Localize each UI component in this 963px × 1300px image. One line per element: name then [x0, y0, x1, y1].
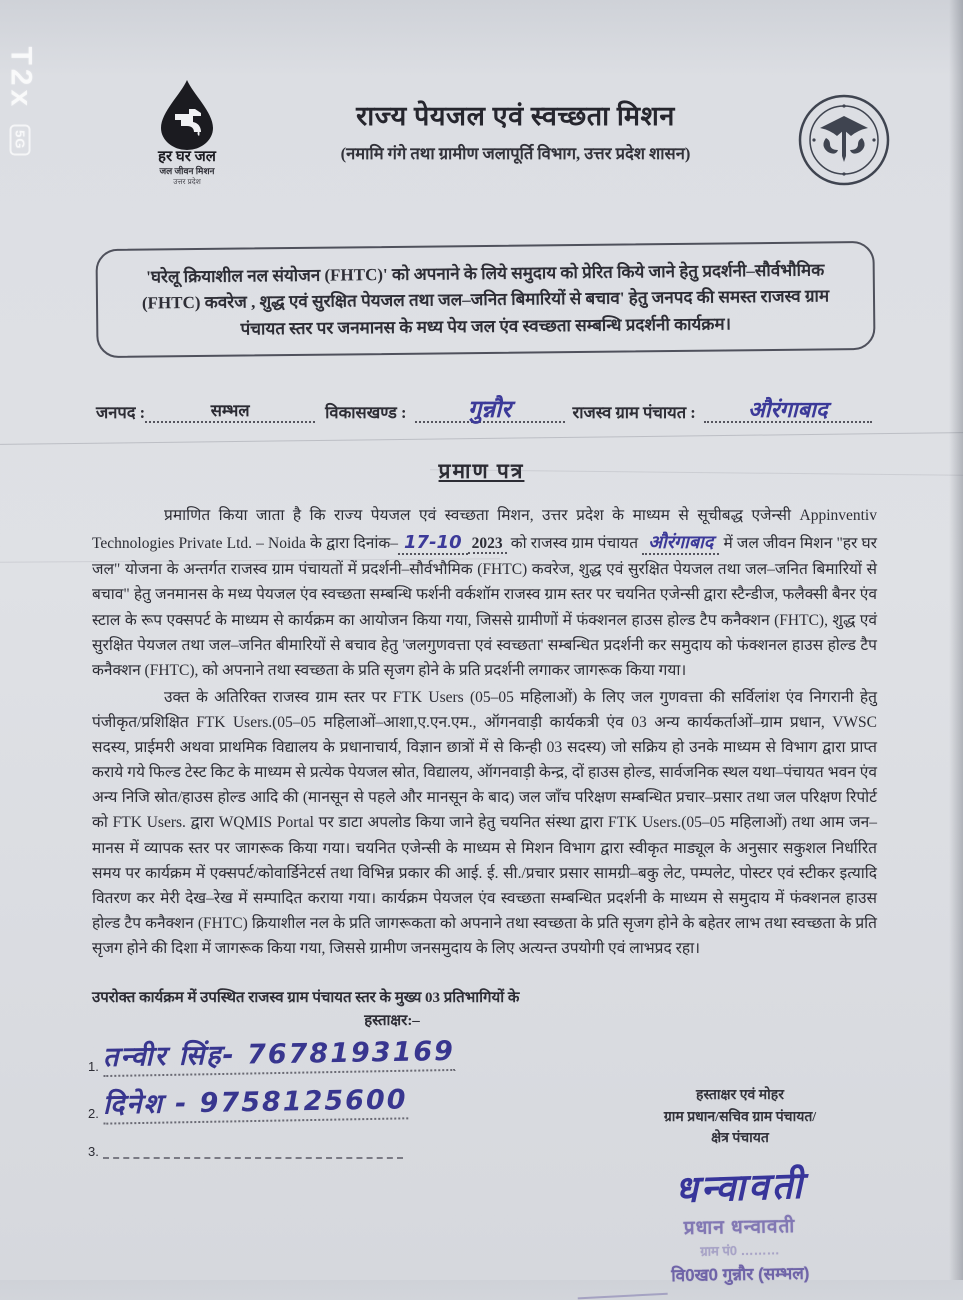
camera-watermark — [4, 46, 38, 155]
printed-year: 2023 — [468, 535, 507, 554]
logo-text-line2: जल जीवन मिशन — [159, 165, 215, 176]
certificate-heading: प्रमाण पत्र — [438, 459, 525, 484]
mission-titles — [246, 78, 785, 164]
vikaskhand-handwritten: गुन्नौर — [467, 395, 512, 424]
stamp-name-line: प्रधान धन्वावती — [683, 1216, 796, 1240]
participant-row — [88, 1084, 558, 1122]
participant-row-empty — [88, 1135, 558, 1159]
stamp-block-line: वि0ख0 गुन्नौर (सम्भल) — [671, 1263, 810, 1286]
certificate-paragraph-2: उक्त के अतिरिक्त राजस्व ग्राम स्तर पर FTK Users (05–05 महिलाओं) के लिए जल गुणवत्ता की सर्विलांश एंव निगरानी हेतु पंजीकृत/प्रशिक्षित FTK Users.(05–05 महिलाओं–आशा,ए.एन.एम., ऑगनवाड़ी कार्यकत्री एंव 03 अन्य कार्यकर्ताओं–ग्राम प्रधान, VWSC सदस्य, प्राईमरी अथवा प्राथमिक विद्यालय के प्रधानाचार्य, विज्ञान छात्रों में से किन्ही 03 सदस्य) जो सक्रिय हो उनके माध्यम से विभाग द्वारा प्राप्त कराये गये फिल्ड टेस्ट किट के माध्यम से प्रत्येक पेयजल स्रोत, विद्यालय, ऑगनवाड़ी केन्द्र, दों हाउस होल्ड, सार्वजनिक स्थल यथा–पंचायत भवन एंव अन्य निजि स्रोत/हाउस होल्ड आदि की (मानसून से पहले और मानसून के बाद) जल जाँच परिक्षण सम्बन्धित प्रचार–प्रसार तथा जल परिक्षण रिपोर्ट को FTK Users. द्वारा WQMIS Portal पर डाटा अपलोड किया जाने हेतु चयनित संस्था द्वारा FTK Users.(05–05 महिलाओं) तथा आम जन–मानस में व्यापक स्तर पर जागरूक किया गया। चयनित एजेन्सी के माध्यम से मिशन विभाग द्वारा स्वीकृत माड्यूल के अनुसार सकुशल निर्धारित समय पर कार्यक्रम में एक्सपर्ट/कोवार्डिनेटर्स तथा विभिन्न प्रकार की आई. ई. सी./प्रचार प्रसार सामग्री–बकु लेट, पम्पलेट, पोस्टर एवं स्टीकर इत्यादि वितरण कर मेरी देख–रेख में सम्पादित कराया गया। कार्यक्रम पेयजल एंव स्वच्छता सम्बन्धित प्रदर्शनी के माध्यम से समुदाय में फंक्शनल हाउस होल्ड टैप कनैक्शन (FHTC) क्रियाशील नल के प्रति जागरूकता को अपनाने तथा स्वच्छता के प्रति सृजग होने के बहेतर लाभ तथा स्वच्छता के प्रति सृजग होने की दिशा में जागरूक किया गया, जिससे ग्रामीण जनसमुदाय के लिए अत्यन्त उपयोगी एवं लाभप्रद रहा। — [92, 688, 877, 957]
panchayat-value — [704, 391, 872, 423]
har-ghar-jal-logo — [128, 78, 246, 187]
participants-signature-list — [88, 1035, 558, 1173]
para1-text-c: में जल जीवन मिशन "हर घर जल" योजना के अन्तर्गत राजस्व ग्राम पंचायतों में प्रदर्शनी–सौर्वभौमिक (FHTC) कवरेज, शुद्ध एवं सुरक्षित पेयजल तथा जल–जनित बिमारियों से बचाव" हेतु जनमानस के मध्य पेयजल एंव स्वच्छता सम्बन्धि फर्शनी वर्कशॉम राजस्व ग्राम स्तर पर चयनित एजेन्सी द्वारा स्टैन्डीज, फलैक्सी बैनर एंव स्टाल के रूप एक्सपर्ट के माध्यम से कार्यक्रम का आयोजन किया गया, जिससे ग्रामीणों में फंक्शनल हाउस होल्ड टैप कनैक्शन (FHTC), शुद्ध एवं सुरक्षित पेयजल तथा जल–जनित बीमारियों से बचाव हेतु 'जलगुणवत्ता एवं स्वच्छता' सम्बन्धित प्रदर्शनी कर समुदाय को फंक्शनल हाउस होल्ड टैप कनैक्शन (FHTC), को अपनाने तथा स्वच्छता के प्रति सृजग होने के प्रति प्रदर्शनी लगाकर जागरूक किया गया। — [92, 535, 878, 679]
stamp-panchayat-line: ग्राम पं0 ……… — [700, 1242, 780, 1259]
participant-blank-line — [103, 1135, 403, 1159]
participant-number: 2. — [88, 1106, 99, 1122]
closing-statement — [92, 987, 692, 1032]
para1-text-b: को राजस्व ग्राम पंचायत — [510, 535, 639, 553]
participant-handwritten-entry: तन्वीर सिंह- 7678193169 — [103, 1037, 456, 1077]
program-description-text: 'घरेलू क्रियाशील नल संयोजन (FHTC)' को अपनाने के लिये समुदाय को प्रेरित किये जाने हेतु प्रदर्शनी–सौर्वभौमिक (FHTC) कवरेज , शुद्ध एवं सुरक्षित पेयजल तथा जल–जनित बिमारियों से बचाव' हेतु जनपद की समस्त राजस्व ग्राम पंचायत स्तर पर जनमानस के मध्य पेय जल एंव स्वच्छता सम्बन्धि प्रदर्शनी कार्यक्रम। — [141, 260, 830, 339]
closing-line-2: हस्ताक्षर:– — [364, 1012, 420, 1029]
participant-row — [88, 1035, 558, 1074]
water-drop-tap-icon — [128, 78, 246, 150]
handwritten-date: 17-10 — [398, 532, 468, 555]
logo-text-line3: उत्तर प्रदेश — [173, 176, 201, 186]
page-edge-shadow — [949, 0, 963, 1280]
vikaskhand-value — [415, 388, 565, 423]
page-subtitle: (नमामि गंगे तथा ग्रामीण जलापूर्ति विभाग, उत्तर प्रदेश शासन) — [340, 144, 691, 163]
participant-number: 1. — [88, 1058, 99, 1074]
up-state-emblem-icon — [790, 86, 898, 199]
signature-seal-label: हस्ताक्षर एवं मोहर — [696, 1088, 784, 1103]
certificate-body — [92, 503, 877, 961]
closing-line-1: उपरोक्त कार्यक्रम में उपस्थित राजस्व ग्राम पंचायत स्तर के मुख्य 03 प्रतिभागियों के — [92, 990, 520, 1007]
janpad-label: जनपद : — [96, 403, 146, 423]
panchayat-handwritten: औरंगाबाद — [748, 398, 828, 424]
network-5g-badge: 5G — [10, 124, 31, 155]
janpad-value: सम्भल — [145, 398, 315, 423]
pradhan-handwritten-signature: धन्वावती — [674, 1163, 806, 1212]
signatory-designations-line1: ग्राम प्रधान/सचिव ग्राम पंचायत/ — [663, 1109, 817, 1125]
paper-crease — [0, 432, 963, 445]
vikaskhand-label: विकासखण्ड : — [325, 403, 407, 423]
location-form-line — [96, 388, 963, 423]
panchayat-label: राजस्व ग्राम पंचायत : — [572, 403, 696, 423]
page-title: राज्य पेयजल एवं स्वच्छता मिशन — [356, 101, 675, 131]
program-description-box — [95, 241, 875, 358]
device-model-watermark: T2x — [4, 46, 38, 111]
signatory-designations-line2: क्षेत्र पंचायत — [711, 1131, 769, 1147]
para1-text-a: प्रमाणित किया जाता है कि राज्य पेयजल एवं स्वच्छता मिशन, उत्तर प्रदेश के माध्यम से सूचीबद्ध एजेन्सी Appinventiv Technologies Private Ltd. – Noida के द्वारा दिनांक– — [92, 507, 877, 553]
pradhan-rubber-stamp — [574, 1210, 905, 1298]
stamp-underline-dash — [578, 1293, 668, 1300]
certificate-paragraph-1 — [92, 503, 877, 683]
pradhan-signature-block — [575, 1085, 905, 1295]
participant-number: 3. — [88, 1144, 99, 1160]
logo-text-line1: हर घर जल — [158, 149, 216, 165]
up-government-seal — [785, 78, 903, 199]
letterhead — [0, 0, 963, 199]
handwritten-village-name: औरंगाबाद — [642, 532, 719, 555]
participant-handwritten-entry: दिनेश - 9758125600 — [103, 1085, 408, 1124]
